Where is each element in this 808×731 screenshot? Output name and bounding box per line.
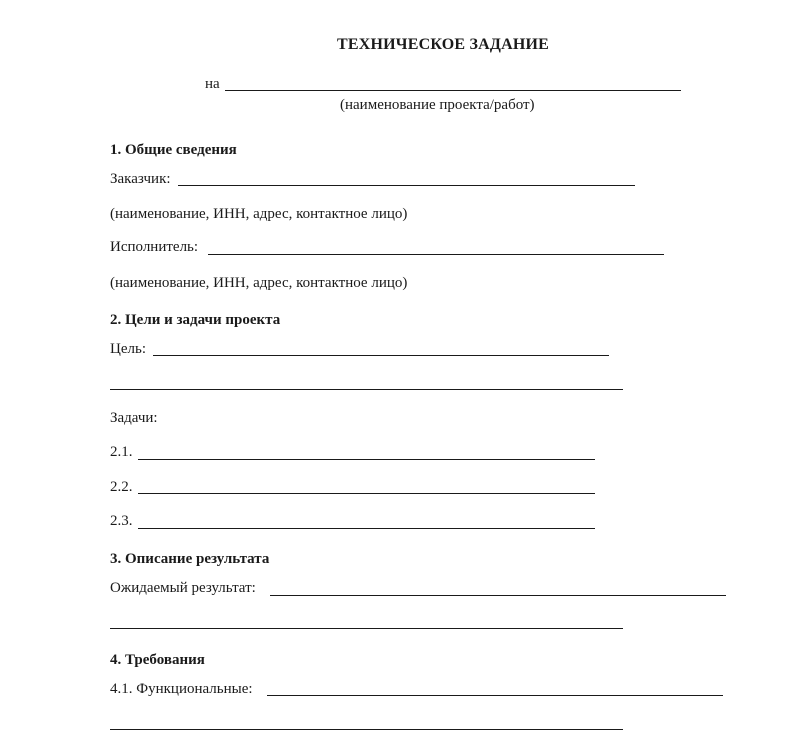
functional-requirements-field-continuation[interactable] bbox=[110, 729, 623, 730]
customer-field[interactable] bbox=[178, 185, 635, 186]
goal-field-continuation[interactable] bbox=[110, 389, 623, 390]
expected-result-label: Ожидаемый результат: bbox=[110, 580, 256, 596]
section-result-heading: 3. Описание результата bbox=[110, 551, 270, 567]
section-goals-heading: 2. Цели и задачи проекта bbox=[110, 312, 281, 328]
expected-result-field-continuation[interactable] bbox=[110, 628, 623, 629]
document-title: ТЕХНИЧЕСКОЕ ЗАДАНИЕ bbox=[336, 36, 549, 53]
goal-field[interactable] bbox=[153, 355, 609, 356]
project-name-field[interactable] bbox=[225, 90, 681, 91]
task-item-label: 2.3. bbox=[110, 513, 133, 529]
project-on-label: на bbox=[205, 76, 220, 92]
task-field[interactable] bbox=[138, 459, 595, 460]
contractor-field[interactable] bbox=[208, 254, 664, 255]
tasks-label: Задачи: bbox=[110, 410, 158, 426]
task-item-label: 2.1. bbox=[110, 444, 133, 460]
task-item-label: 2.2. bbox=[110, 479, 133, 495]
goal-label: Цель: bbox=[110, 341, 146, 357]
project-name-hint: (наименование проекта/работ) bbox=[340, 97, 535, 113]
expected-result-field[interactable] bbox=[270, 595, 726, 596]
task-field[interactable] bbox=[138, 528, 595, 529]
contractor-hint: (наименование, ИНН, адрес, контактное лицо) bbox=[110, 275, 408, 291]
section-requirements-heading: 4. Требования bbox=[110, 652, 205, 668]
customer-label: Заказчик: bbox=[110, 171, 171, 187]
functional-requirements-label: 4.1. Функциональные: bbox=[110, 681, 253, 697]
functional-requirements-field[interactable] bbox=[267, 695, 723, 696]
task-field[interactable] bbox=[138, 493, 595, 494]
section-general-heading: 1. Общие сведения bbox=[110, 142, 237, 158]
customer-hint: (наименование, ИНН, адрес, контактное лицо) bbox=[110, 206, 408, 222]
contractor-label: Исполнитель: bbox=[110, 239, 199, 255]
